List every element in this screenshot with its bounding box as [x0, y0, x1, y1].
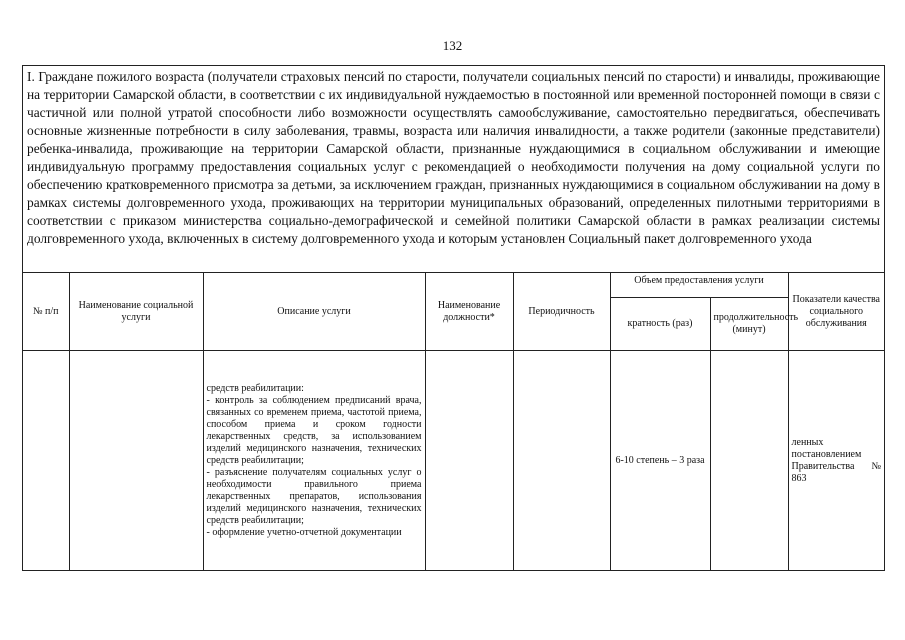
description-line: - контроль за соблюдением предписаний врача, связанных со временем приема, частотой приема, способом приема и сроком годности лекарственных средств, за использованием изделий медицинского назначения, технических средств реабилитации; — [206, 394, 422, 466]
header-description: Описание услуги — [203, 273, 425, 351]
header-frequency: кратность (раз) — [610, 298, 710, 351]
header-position: Наименование должности* — [425, 273, 513, 351]
cell-description — [203, 351, 425, 571]
description-line: - оформление учетно-отчетной документации — [206, 526, 402, 538]
section-intro-text: I. Граждане пожилого возраста (получатели страховых пенсий по старости, получатели социальных пенсий по старости) и инвалиды, проживающие на территории Самарской области, в соответствии с их индивидуальной нуждаемостью в постоянной или временной посторонней помощи в связи с частичной или полной утратой способности либо возможности осуществлять самообслуживание, самостоятельно передвигаться, обеспечивать основные жизненные потребности в силу заболевания, травмы, возраста или наличия инвалидности, а также родители (законные представители) ребенка-инвалида, проживающие на территории Самарской области, признанные нуждающимися в социальном обслуживании и имеющие индивидуальную программу предоставления социальных услуг с рекомендацией о необходимости получения на дому социальной услуги по обеспечению кратковременного присмотра за детьми, за исключением граждан, признанных нуждающимися в социальном обслуживании на дому в рамках системы долговременного ухода, проживающих на территории муниципальных образований, определенных пилотными территориями в соответствии с приказом министерства социально-демографической и семейной политики Самарской области в рамках реализации системы долговременного ухода, включенных в систему долговременного ухода и которым установлен Социальный пакет долговременного ухода — [23, 66, 884, 273]
header-quality: Показатели качества социального обслуживания — [788, 273, 884, 351]
description-line: - разъяснение получателям социальных услуг о необходимости правильного приема лекарственных препаратов, использования изделий медицинского назначения, технических средств реабилитации; — [206, 466, 422, 526]
cell-quality: ленных постановлением Правительства № 863 — [788, 351, 884, 571]
cell-frequency: 6-10 степень – 3 раза — [610, 351, 710, 571]
cell-number — [23, 351, 69, 571]
cell-periodicity — [513, 351, 610, 571]
header-periodicity: Периодичность — [513, 273, 610, 351]
description-line: средств реабилитации: — [206, 382, 304, 394]
services-table — [23, 273, 884, 570]
header-volume-group: Объем предоставления услуги — [610, 273, 788, 298]
document-frame — [22, 65, 885, 571]
header-number: № п/п — [23, 273, 69, 351]
table-row — [23, 351, 884, 571]
header-row-top — [23, 273, 884, 298]
header-duration: продолжительность (минут) — [710, 298, 788, 351]
cell-duration — [710, 351, 788, 571]
cell-service-name — [69, 351, 203, 571]
header-service-name: Наименование социальной услуги — [69, 273, 203, 351]
page-number: 132 — [442, 38, 463, 53]
cell-position — [425, 351, 513, 571]
